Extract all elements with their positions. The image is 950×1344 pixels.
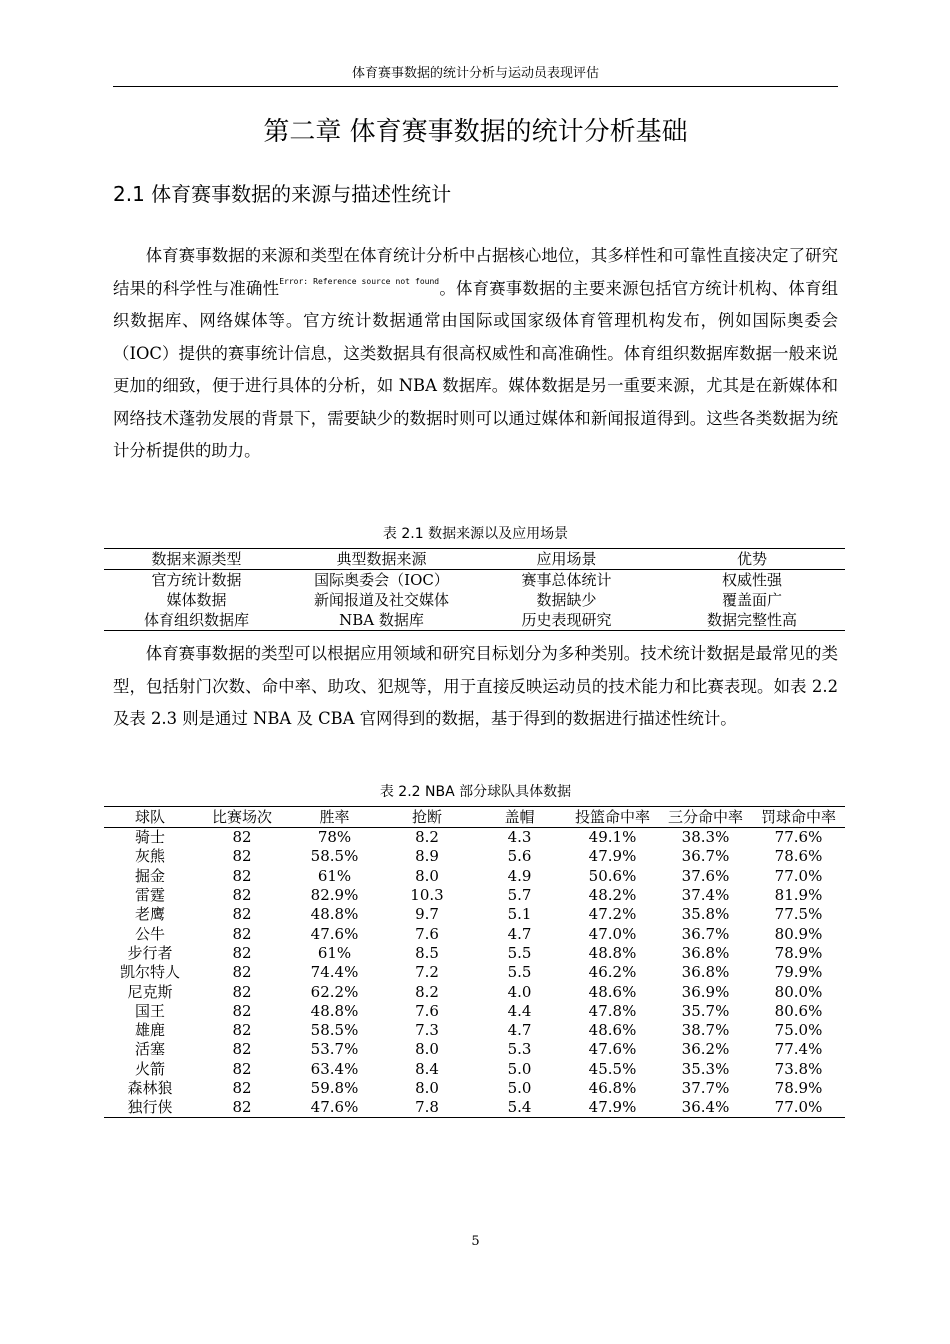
column-header: 三分命中率 [659, 807, 752, 828]
team-name-cell: 步行者 [127, 943, 173, 962]
table-row [104, 982, 845, 1001]
column-header: 比赛场次 [196, 807, 288, 828]
team-name-cell: 尼克斯 [127, 982, 173, 1001]
table-cell: 官方统计数据 [151, 571, 242, 589]
table-cell: 62.2% [310, 982, 359, 1001]
team-name-cell: 灰熊 [134, 847, 165, 866]
table-cell: 49.1% [588, 828, 637, 847]
nba-table-body [104, 828, 845, 1118]
table-cell: 38.3% [681, 828, 730, 847]
table-cell: 50.6% [588, 866, 637, 885]
table-cell: 77.0% [774, 866, 823, 885]
table-caption: 表 2.2 NBA 部分球队具体数据 [379, 784, 572, 800]
table-cell: 78.9% [774, 1079, 823, 1097]
reference-error: Error: Reference source not found [279, 276, 440, 286]
table-cell: 47.9% [588, 847, 637, 866]
table-cell: 36.8% [681, 943, 730, 962]
table-cell: 4.7 [507, 924, 532, 943]
table-cell: 37.7% [681, 1079, 730, 1097]
table-cell: 82 [232, 866, 252, 885]
table-cell: 权威性强 [721, 571, 782, 589]
table-cell: 46.8% [588, 1079, 637, 1097]
table-cell: 47.2% [588, 905, 637, 924]
table-cell: 48.2% [588, 886, 637, 905]
table-row [104, 963, 845, 982]
table-cell: 4.3 [507, 828, 532, 847]
table-cell: 8.4 [415, 1059, 439, 1078]
table-cell: 7.6 [415, 1001, 439, 1020]
table-row [104, 847, 845, 866]
team-name-cell: 国王 [134, 1001, 165, 1020]
table-cell: 78.6% [774, 847, 823, 866]
table-cell: 7.8 [415, 1098, 439, 1117]
table-cell: 8.0 [415, 1040, 439, 1059]
table-cell: 59.8% [310, 1079, 359, 1097]
paragraph-text: 体育赛事数据的来源和类型在体育统计分析中占据核心地位，其多样性和可靠性直接决定了研究结果的科学性与准确性 [113, 246, 838, 298]
table-cell: 5.5 [507, 943, 532, 962]
chapter-title: 第二章 体育赛事数据的统计分析基础 [263, 117, 688, 147]
table-cell: 4.0 [507, 982, 532, 1001]
table-cell: 7.3 [415, 1021, 439, 1040]
column-header: 胜率 [288, 807, 381, 828]
column-header: 球队 [104, 807, 196, 828]
table-cell: 82 [232, 943, 252, 962]
table-cell: 8.0 [415, 866, 439, 885]
table-cell: 47.6% [310, 924, 359, 943]
table-row [104, 886, 845, 905]
paragraph-data-sources [113, 240, 838, 468]
table-cell: 38.7% [681, 1021, 730, 1040]
table-cell: 7.2 [415, 963, 439, 982]
table-cell: 45.5% [588, 1059, 637, 1078]
table-cell: 48.6% [588, 982, 637, 1001]
table-cell: 82 [232, 886, 252, 905]
table-cell: 82.9% [310, 886, 359, 905]
table-cell: 36.4% [681, 1098, 730, 1117]
table-row [104, 944, 845, 963]
team-name-cell: 雄鹿 [134, 1021, 165, 1040]
table-cell: 47.8% [588, 1001, 637, 1020]
table-row [104, 1021, 845, 1040]
table-cell: 82 [232, 1079, 252, 1097]
table-cell: 48.8% [310, 905, 359, 924]
table-row [104, 610, 845, 631]
column-header: 抢断 [381, 807, 473, 828]
table-cell: 73.8% [774, 1059, 823, 1078]
page-number: 5 [471, 1234, 480, 1249]
team-name-cell: 森林狼 [127, 1079, 173, 1097]
data-source-table [104, 548, 845, 631]
column-header: 罚球命中率 [752, 807, 845, 828]
team-name-cell: 掘金 [134, 866, 165, 885]
table-cell: 77.5% [774, 905, 823, 924]
table-cell: 36.8% [681, 963, 730, 982]
table-cell: 82 [232, 1021, 252, 1040]
table-cell: 5.1 [507, 905, 532, 924]
table-cell: 61% [317, 943, 352, 962]
table-cell: 82 [232, 1059, 252, 1078]
table-cell: 8.9 [415, 847, 439, 866]
table-cell: 82 [232, 905, 252, 924]
table-cell: 58.5% [310, 1021, 359, 1040]
table-cell: 80.6% [774, 1001, 823, 1020]
table-row [104, 570, 845, 591]
table-cell: 4.7 [507, 1021, 532, 1040]
table-cell: 5.7 [507, 886, 532, 905]
table-row [104, 905, 845, 924]
table-cell: 35.7% [681, 1001, 730, 1020]
section-title: 2.1 体育赛事数据的来源与描述性统计 [113, 182, 452, 206]
team-name-cell: 火箭 [134, 1059, 165, 1078]
table-row [104, 1040, 845, 1059]
table-row [104, 1079, 845, 1098]
team-name-cell: 凯尔特人 [119, 963, 180, 982]
table-cell: 5.4 [507, 1098, 532, 1117]
table-cell: 78.9% [774, 943, 823, 962]
table-cell: 4.9 [507, 866, 532, 885]
table-cell: 77.0% [774, 1098, 823, 1117]
table-cell: 4.4 [507, 1001, 532, 1020]
team-name-cell: 骑士 [134, 828, 165, 847]
table-cell: 80.9% [774, 924, 823, 943]
running-header: 体育赛事数据的统计分析与运动员表现评估 [351, 66, 599, 81]
table-row [104, 590, 845, 610]
table-cell: 47.6% [588, 1040, 637, 1059]
table-cell: 58.5% [310, 847, 359, 866]
table-cell: 53.7% [310, 1040, 359, 1059]
table-cell: 74.4% [310, 963, 359, 982]
table-cell: 36.2% [681, 1040, 730, 1059]
table-cell: 47.6% [310, 1098, 359, 1117]
paragraph-text: 。体育赛事数据的主要来源包括官方统计机构、体育组织数据库、网络媒体等。官方统计数据通常由国际或国家级体育管理机构发布，例如国际奥委会（IOC）提供的赛事统计信息，这类数据具有很高权威性和高准确性。体育组织数据库数据一般来说更加的细致，便于进行具体的分析，如 NBA 数据库。媒体数据是另一重要来源，尤其是在新媒体和网络技术蓬勃发展的背景下，需要缺少的数据时则可以通过媒体和新闻报道得到。这些各类数据为统计分析提供的助力。 [113, 278, 839, 460]
table-cell: 47.9% [588, 1098, 637, 1117]
team-name-cell: 独行侠 [127, 1098, 173, 1117]
column-header: 典型数据来源 [289, 549, 474, 570]
table-cell: 35.8% [681, 905, 730, 924]
table-cell: 8.2 [415, 982, 439, 1001]
table-cell: 36.7% [681, 847, 730, 866]
table-cell: 46.2% [588, 963, 637, 982]
table-cell: 82 [232, 982, 252, 1001]
table-cell: 8.2 [415, 828, 439, 847]
table-row [104, 1002, 845, 1021]
table-row [104, 1098, 845, 1118]
header-rule [113, 86, 838, 87]
table-cell: 82 [232, 963, 252, 982]
table-cell: 75.0% [774, 1021, 823, 1040]
team-name-cell: 公牛 [134, 924, 165, 943]
table-cell: 48.8% [310, 1001, 359, 1020]
table-cell: 数据完整性高 [706, 611, 797, 629]
table-row [104, 828, 845, 848]
table-cell: 61% [317, 866, 352, 885]
column-header: 投篮命中率 [566, 807, 659, 828]
table-cell: 8.5 [415, 943, 439, 962]
team-name-cell: 老鹰 [134, 905, 165, 924]
table-cell: 37.6% [681, 866, 730, 885]
team-name-cell: 雷霆 [134, 886, 165, 905]
table-cell: 10.3 [410, 886, 444, 905]
column-header: 盖帽 [473, 807, 566, 828]
table-cell: 历史表现研究 [521, 611, 612, 629]
table-cell: 37.4% [681, 886, 730, 905]
table-cell: 63.4% [310, 1059, 359, 1078]
table-cell: 5.3 [507, 1040, 532, 1059]
nba-team-stats-table [104, 806, 845, 1118]
table-cell: 覆盖面广 [721, 591, 782, 609]
table-cell: 体育组织数据库 [143, 611, 249, 629]
table-row [104, 924, 845, 943]
table-row [104, 1060, 845, 1079]
table-cell: 5.6 [507, 847, 532, 866]
table-cell: 国际奥委会（IOC） [314, 571, 449, 589]
table-cell: 48.6% [588, 1021, 637, 1040]
table-row [104, 867, 845, 886]
table-cell: 数据缺少 [536, 591, 597, 609]
table-cell: 7.6 [415, 924, 439, 943]
table-cell: 47.0% [588, 924, 637, 943]
table-cell: 36.9% [681, 982, 730, 1001]
table-cell: 9.7 [415, 905, 439, 924]
column-header: 应用场景 [474, 549, 659, 570]
column-header: 优势 [659, 549, 845, 570]
paragraph-data-types: 体育赛事数据的类型可以根据应用领域和研究目标划分为多种类别。技术统计数据是最常见的类型，包括射门次数、命中率、助攻、犯规等，用于直接反映运动员的技术能力和比赛表现。如表 2.2 及表 2.3 则是通过 NBA 及 CBA 官网得到的数据，基于得到的数据进行描述性统计。 [113, 644, 838, 728]
table-cell: 82 [232, 1040, 252, 1059]
table-cell: 82 [232, 847, 252, 866]
table-cell: 35.3% [681, 1059, 730, 1078]
table-cell: NBA 数据库 [339, 611, 424, 629]
table-cell: 79.9% [774, 963, 823, 982]
table-cell: 82 [232, 1098, 252, 1117]
column-header: 数据来源类型 [104, 549, 289, 570]
table-cell: 5.0 [507, 1079, 532, 1097]
table-cell: 78% [317, 828, 352, 847]
table-cell: 8.0 [415, 1079, 439, 1097]
table-cell: 82 [232, 1001, 252, 1020]
table-cell: 媒体数据 [166, 591, 227, 609]
team-name-cell: 活塞 [134, 1040, 165, 1059]
table-cell: 新闻报道及社交媒体 [313, 591, 449, 609]
table-cell: 5.0 [507, 1059, 532, 1078]
table-header-row [104, 807, 845, 828]
table-cell: 77.4% [774, 1040, 823, 1059]
table-header-row [104, 549, 845, 570]
table-cell: 81.9% [774, 886, 823, 905]
table-cell: 82 [232, 828, 252, 847]
table-cell: 36.7% [681, 924, 730, 943]
table-cell: 77.6% [774, 828, 823, 847]
table-cell: 48.8% [588, 943, 637, 962]
table-cell: 82 [232, 924, 252, 943]
table-cell: 赛事总体统计 [521, 571, 612, 589]
table-caption: 表 2.1 数据来源以及应用场景 [382, 526, 569, 542]
table-cell: 5.5 [507, 963, 532, 982]
table-cell: 80.0% [774, 982, 823, 1001]
